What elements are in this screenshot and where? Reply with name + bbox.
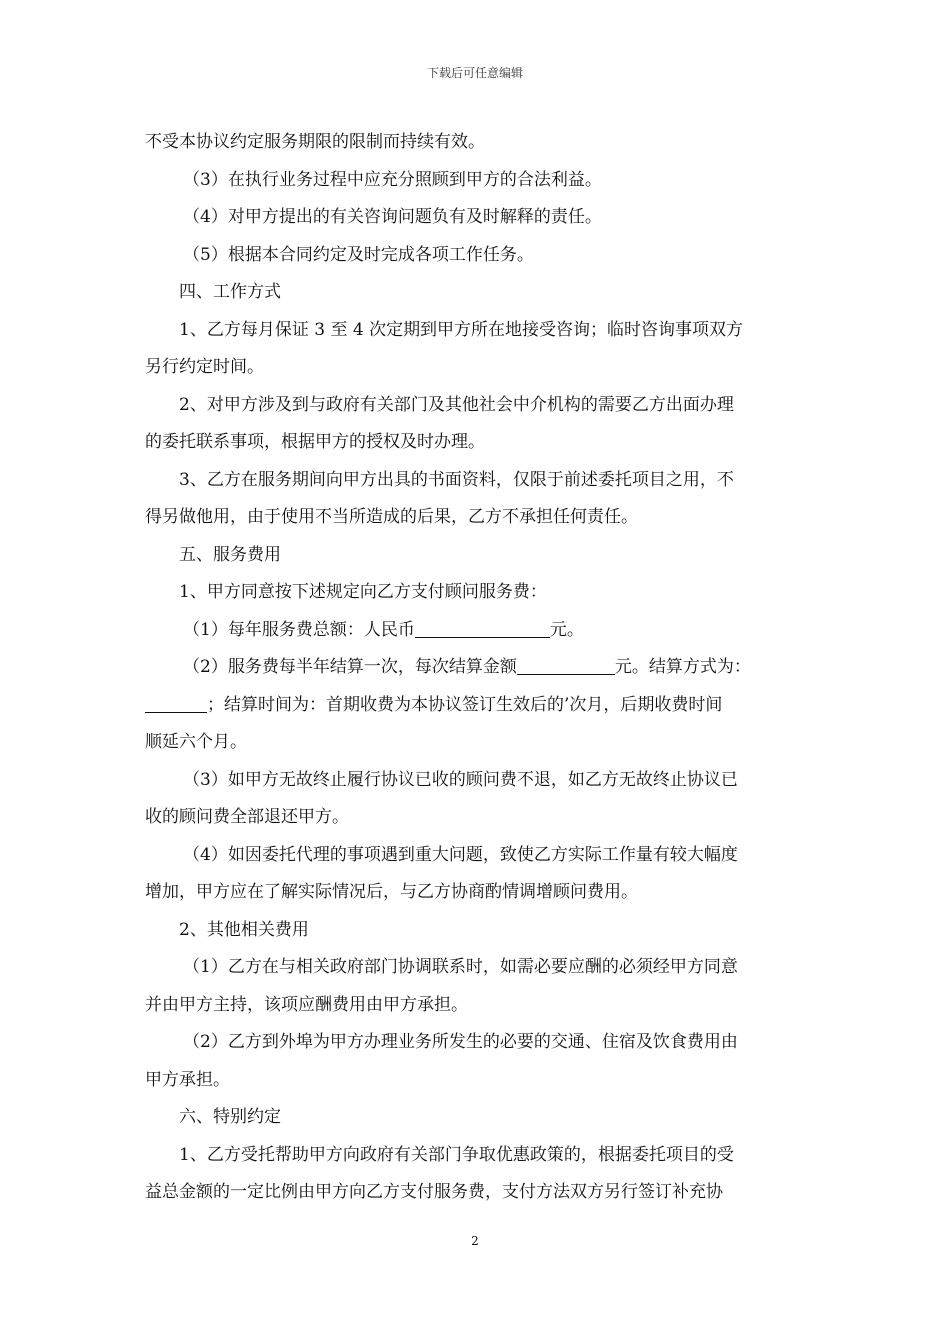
paragraph-line: 1、甲方同意按下述规定向乙方支付顾问服务费： [179, 582, 547, 602]
settlement-time-text: ；结算时间为：首期收费为本协议签订生效后的’次月，后期收费时间 [207, 694, 723, 715]
page-header: 下载后可任意编辑 [426, 66, 523, 80]
settlement-amount-label: （2）服务费每半年结算一次，每次结算金额 [183, 657, 517, 677]
settlement-method-blank [145, 694, 207, 713]
paragraph-line: 益总金额的一定比例由甲方向乙方支付服务费，支付方法双方另行签订补充协 [145, 1182, 723, 1202]
paragraph-line: （3）如甲方无故终止履行协议已收的顾问费不退，如乙方无故终止协议已 [183, 769, 738, 790]
fee-total-blank [415, 619, 550, 638]
paragraph-line [145, 687, 808, 725]
paragraph-line: 并由甲方主持，该项应酬费用由甲方承担。 [145, 994, 468, 1015]
fee-total-label: （1）每年服务费总额：人民币 [183, 619, 415, 640]
paragraph-line: 顺延六个月。 [145, 732, 247, 752]
paragraph-line: 增加，甲方应在了解实际情况后，与乙方协商酌情调增顾问费用。 [145, 882, 638, 902]
paragraph-line: （5）根据本合同约定及时完成各项工作任务。 [183, 244, 534, 265]
paragraph-line: （2）乙方到外埠为甲方办理业务所发生的必要的交通、住宿及饮食费用由 [183, 1032, 738, 1052]
document-body [145, 124, 808, 1212]
paragraph-line: 甲方承担。 [145, 1069, 230, 1090]
paragraph-line: 收的顾问费全部退还甲方。 [145, 807, 349, 827]
section-heading: 六、特别约定 [179, 1107, 281, 1127]
paragraph-line: 另行约定时间。 [145, 357, 264, 377]
settlement-amount-blank [517, 656, 615, 675]
paragraph-line: （4）如因委托代理的事项遇到重大问题，致使乙方实际工作量有较大幅度 [183, 844, 738, 865]
paragraph-line [145, 649, 808, 687]
section-heading: 2、其他相关费用 [179, 919, 309, 940]
settlement-method-label: 元。结算方式为： [614, 657, 751, 677]
paragraph-line: 不受本协议约定服务期限的限制而持续有效。 [145, 132, 485, 152]
paragraph-line: （3）在执行业务过程中应充分照顾到甲方的合法利益。 [183, 169, 602, 190]
paragraph-line: 1、乙方受托帮助甲方向政府有关部门争取优惠政策的，根据委托项目的受 [179, 1144, 734, 1165]
paragraph-line: 1、乙方每月保证 3 至 4 次定期到甲方所在地接受咨询；临时咨询事项双方 [179, 319, 744, 340]
paragraph-line: 得另做他用，由于使用不当所造成的后果，乙方不承担任何责任。 [145, 507, 638, 527]
page-number: 2 [471, 1234, 479, 1248]
paragraph-line: （4）对甲方提出的有关咨询问题负有及时解释的责任。 [183, 207, 602, 227]
paragraph-line [145, 612, 808, 650]
section-heading: 五、服务费用 [179, 544, 281, 565]
paragraph-line: 2、对甲方涉及到与政府有关部门及其他社会中介机构的需要乙方出面办理 [179, 394, 734, 415]
section-heading: 四、工作方式 [179, 282, 281, 302]
paragraph-line: 的委托联系事项，根据甲方的授权及时办理。 [145, 432, 485, 452]
paragraph-line: （1）乙方在与相关政府部门协调联系时，如需必要应酬的必须经甲方同意 [183, 957, 738, 977]
fee-total-unit: 元。 [549, 619, 584, 640]
paragraph-line: 3、乙方在服务期间向甲方出具的书面资料，仅限于前述委托项目之用，不 [179, 469, 734, 490]
